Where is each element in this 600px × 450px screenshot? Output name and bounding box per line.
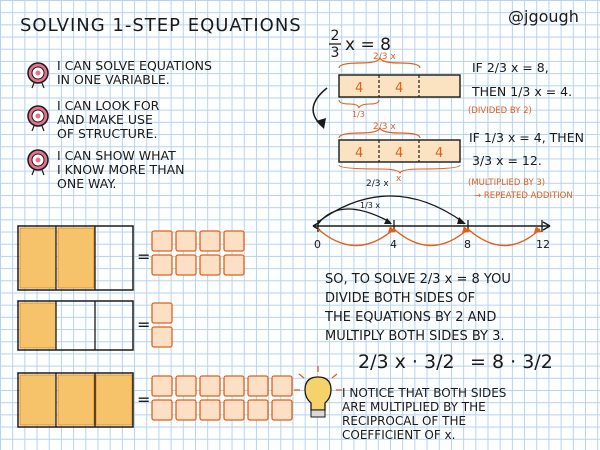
square-unit: [224, 255, 244, 275]
svg-text:4: 4: [395, 146, 404, 161]
area-model-1: [18, 226, 150, 290]
step-1-line-2: THEN 1/3 x = 4.: [472, 84, 573, 99]
lightbulb-icon: [294, 366, 342, 417]
square-unit: [152, 376, 172, 396]
svg-text:3: 3: [330, 45, 340, 61]
square-unit: [152, 327, 172, 347]
number-line: [313, 179, 550, 251]
svg-text:4: 4: [355, 81, 364, 96]
svg-text:8: 8: [464, 238, 471, 251]
square-unit: [224, 231, 244, 251]
target-icon: [28, 150, 48, 175]
svg-text:2: 2: [330, 28, 340, 44]
square-unit: [248, 400, 268, 420]
square-grid-8: [152, 231, 244, 275]
goal-1-line-1: I CAN SOLVE EQUATIONS: [57, 58, 212, 73]
svg-text:=: =: [470, 351, 486, 373]
page-title: SOLVING 1-STEP EQUATIONS: [20, 15, 302, 36]
area-model-2: [18, 301, 150, 350]
down-arrow: [313, 88, 327, 129]
square-unit: [200, 376, 220, 396]
svg-text:=: =: [137, 315, 151, 334]
square-grid-12: [152, 376, 292, 420]
target-icon: [28, 63, 48, 88]
square-unit: [248, 376, 268, 396]
area-model-3: [18, 373, 150, 427]
goal-2-line-2: AND MAKE USE: [57, 112, 153, 127]
square-unit: [176, 255, 196, 275]
goal-3-line-2: I KNOW MORE THAN: [57, 162, 185, 177]
author-handle: @jgough: [508, 7, 579, 26]
conclusion-line-2: DIVIDE BOTH SIDES OF: [325, 291, 476, 306]
goal-2-line-1: I CAN LOOK FOR: [57, 98, 160, 113]
goal-1-line-2: IN ONE VARIABLE.: [57, 72, 170, 87]
svg-text:2/3 x: 2/3 x: [366, 179, 389, 189]
square-unit: [152, 400, 172, 420]
insight-line-2: ARE MULTIPLIED BY THE: [342, 400, 486, 414]
square-unit: [176, 400, 196, 420]
svg-text:1/3: 1/3: [352, 110, 365, 119]
step-2-note-1: (MULTIPLIED BY 3): [468, 178, 546, 188]
conclusion-line-3: THE EQUATIONS BY 2 AND: [325, 310, 497, 325]
svg-text:4: 4: [395, 81, 404, 96]
step-2-line-1: IF 1/3 x = 4, THEN: [469, 130, 584, 145]
tape-diagram-2: [339, 122, 460, 184]
square-unit: [176, 231, 196, 251]
final-equation: [358, 351, 553, 373]
conclusion-line-4: MULTIPLY BOTH SIDES BY 3.: [325, 329, 505, 344]
insight-line-3: RECIPROCAL OF THE: [342, 414, 467, 428]
square-unit: [272, 376, 292, 396]
square-unit: [200, 255, 220, 275]
goal-2-line-3: OF STRUCTURE.: [57, 126, 158, 141]
svg-text:1/3 x: 1/3 x: [360, 201, 381, 210]
goal-3-line-3: ONE WAY.: [57, 176, 117, 191]
svg-text:12: 12: [536, 238, 550, 251]
svg-text:2/3 x · 3/2: 2/3 x · 3/2: [358, 351, 455, 373]
step-2-note-2: → REPEATED ADDITION: [474, 191, 573, 201]
tape-diagram-1: [339, 52, 460, 119]
square-unit: [176, 376, 196, 396]
svg-text:=: =: [137, 390, 151, 409]
square-unit: [152, 231, 172, 251]
insight-line-4: COEFFICIENT OF x.: [342, 428, 456, 442]
svg-text:x = 8: x = 8: [345, 35, 391, 55]
square-unit: [272, 400, 292, 420]
svg-text:8 · 3/2: 8 · 3/2: [492, 351, 553, 373]
square-grid-4: [152, 303, 172, 347]
svg-text:4: 4: [435, 146, 444, 161]
square-unit: [224, 376, 244, 396]
square-unit: [152, 303, 172, 323]
svg-text:2/3 x: 2/3 x: [373, 122, 396, 132]
target-icon: [28, 106, 48, 131]
svg-text:2/3 x: 2/3 x: [373, 52, 396, 62]
square-unit: [152, 255, 172, 275]
goal-3-line-1: I CAN SHOW WHAT: [57, 148, 176, 163]
square-unit: [200, 231, 220, 251]
svg-text:=: =: [137, 247, 151, 266]
svg-text:0: 0: [314, 238, 321, 251]
conclusion-line-1: SO, TO SOLVE 2/3 x = 8 YOU: [325, 272, 511, 287]
svg-text:4: 4: [390, 238, 397, 251]
square-unit: [224, 400, 244, 420]
step-1-line-1: IF 2/3 x = 8,: [472, 60, 549, 75]
step-2-line-2: 3/3 x = 12.: [472, 153, 542, 168]
svg-text:4: 4: [355, 146, 364, 161]
insight-line-1: I NOTICE THAT BOTH SIDES: [342, 386, 507, 400]
svg-text:x: x: [396, 174, 402, 184]
step-1-note: (DIVIDED BY 2): [468, 106, 532, 116]
square-unit: [200, 400, 220, 420]
